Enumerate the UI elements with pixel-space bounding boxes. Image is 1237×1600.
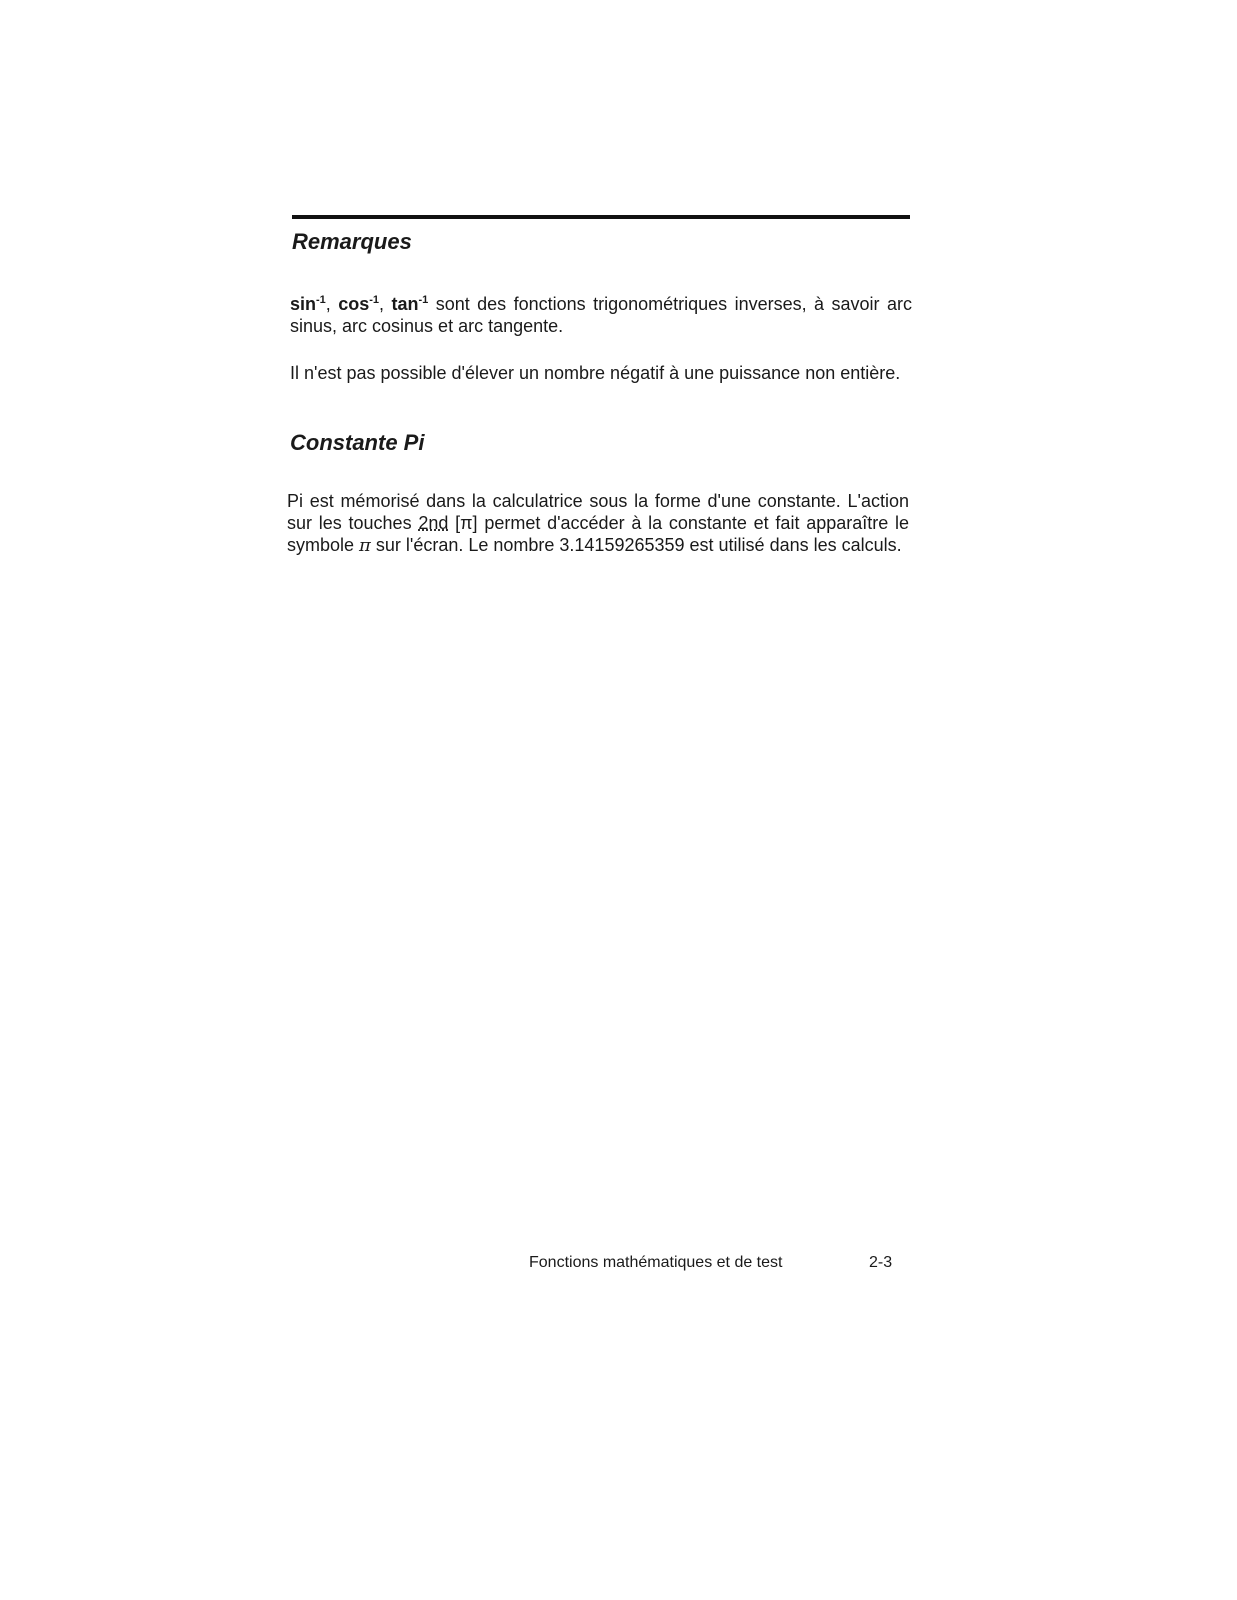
fn-cos: $\cos^{-1}$ <box>338 294 380 314</box>
footer-page-number: 2-3 <box>869 1254 893 1271</box>
fn-sin: $\sin^{-1}$ <box>290 294 326 314</box>
pi-symbol: π <box>359 535 371 556</box>
paragraph-negative-power: Il n'est pas possible d'élever un nombre négatif à une puissance non entière. <box>290 363 901 383</box>
footer-chapter-title: Fonctions mathématiques et de test <box>529 1254 783 1271</box>
key-pi: [π] <box>448 513 478 533</box>
fn-tan: $\tan^{-1}$ <box>391 294 429 314</box>
section-rule <box>292 215 910 219</box>
heading-remarques: Remarques <box>292 229 412 254</box>
key-2nd: 2nd <box>418 513 449 533</box>
paragraph-inverse-functions: $\sin^{-1}$, $\cos^{-1}$, $\tan^{-1}$ sont des fonctions trigonométriques inverses, à savoir arc sinus, arc cosinus et arc tangente. <box>290 294 912 336</box>
heading-constante-pi: Constante Pi <box>290 430 425 455</box>
paragraph-pi-constant: Pi est mémorisé dans la calculatrice sous la forme d'une constante. L'action sur les touches 2nd [π] permet d'accéder à la constante et fait apparaître le symbole π sur l'écran. Le nombre 3.14159265359 est utilisé dans les calculs. <box>287 491 910 556</box>
